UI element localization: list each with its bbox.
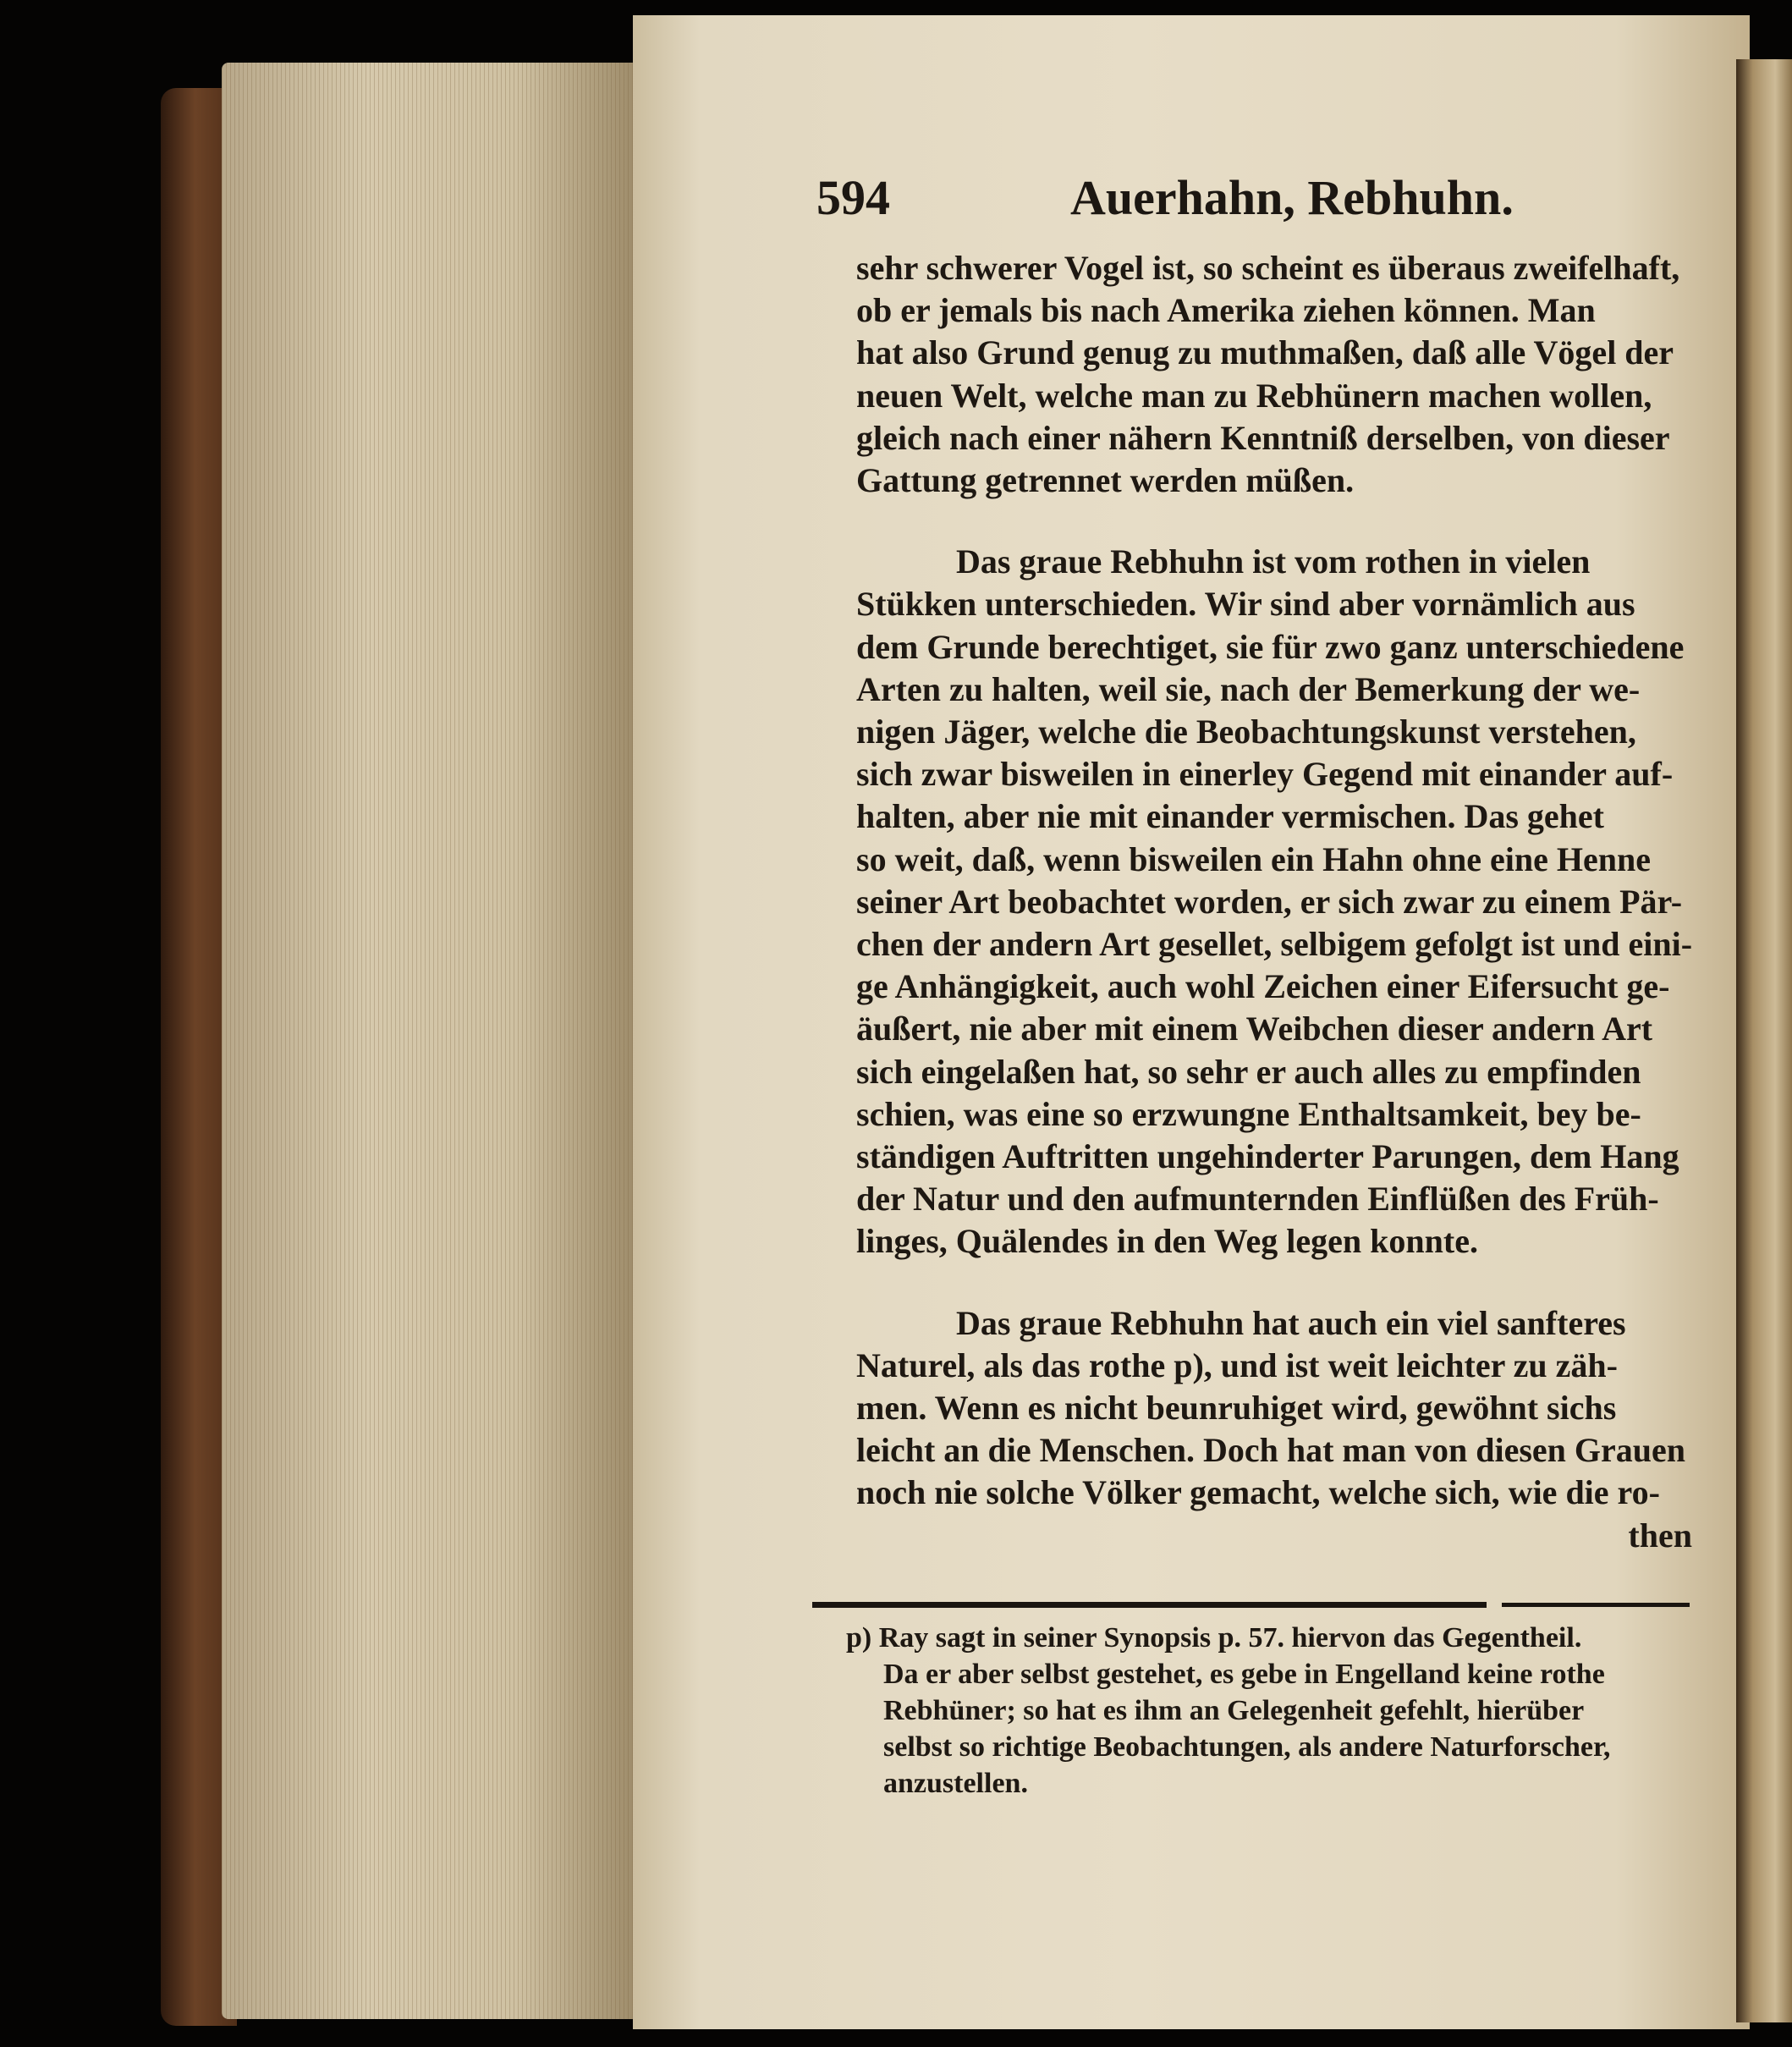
text-line: seiner Art beobachtet worden, er sich zwar zu einem Pär- xyxy=(856,882,1683,921)
page-number: 594 xyxy=(816,170,890,225)
page-stack-edges xyxy=(222,63,641,2019)
paragraph-3 xyxy=(856,1302,1692,1557)
text-line: der Natur und den aufmunternden Einflüßen des Früh- xyxy=(856,1180,1659,1219)
text-line: ge Anhängigkeit, auch wohl Zeichen einer Eifersucht ge- xyxy=(856,967,1670,1006)
paragraph-2 xyxy=(856,541,1692,1263)
text-line: sehr schwerer Vogel ist, so scheint es überaus zweifelhaft, xyxy=(856,249,1680,287)
text-line: so weit, daß, wenn bisweilen ein Hahn ohne eine Henne xyxy=(856,839,1652,878)
text-line: nigen Jäger, welche die Beobachtungskunst verstehen, xyxy=(856,713,1636,751)
facing-page-edge xyxy=(1736,59,1792,2022)
footnote-line: selbst so richtige Beobachtungen, als andere Naturforscher, xyxy=(883,1731,1611,1763)
running-title: Auerhahn, Rebhuhn. xyxy=(1070,170,1514,225)
footnote-line: anzustellen. xyxy=(883,1768,1028,1799)
text-line: dem Grunde berechtiget, sie für zwo ganz unterschiedene xyxy=(856,627,1685,666)
text-line: noch nie solche Völker gemacht, welche sich, wie die ro- xyxy=(856,1473,1660,1512)
footnote-line: p) Ray sagt in seiner Synopsis p. 57. hiervon das Gegentheil. xyxy=(846,1622,1582,1654)
text-line: Gattung getrennet werden müßen. xyxy=(856,461,1355,500)
text-line: Stükken unterschieden. Wir sind aber vornämlich aus xyxy=(856,585,1635,624)
text-line: Das graue Rebhuhn ist vom rothen in vielen xyxy=(956,542,1591,581)
text-line: ob er jemals bis nach Amerika ziehen können. Man xyxy=(856,291,1596,330)
text-line: äußert, nie aber mit einem Weibchen dieser andern Art xyxy=(856,1010,1653,1048)
text-line: chen der andern Art gesellet, selbigem gefolgt ist und eini- xyxy=(856,925,1692,964)
page-header xyxy=(816,162,1688,239)
footnote-rule xyxy=(812,1602,1487,1608)
paragraph-gap xyxy=(856,502,1692,541)
text-line: halten, aber nie mit einander vermischen. Das gehet xyxy=(856,797,1605,836)
text-line: sich zwar bisweilen in einerley Gegend mit einander auf- xyxy=(856,755,1674,794)
text-line: schien, was eine so erzwungne Enthaltsamkeit, bey be- xyxy=(856,1094,1641,1133)
text-line: Naturel, als das rothe p), und ist weit leichter zu zäh- xyxy=(856,1345,1618,1384)
paragraph-gap xyxy=(856,1263,1692,1302)
text-line: men. Wenn es nicht beunruhiget wird, gewöhnt sichs xyxy=(856,1389,1617,1428)
text-line: Arten zu halten, weil sie, nach der Bemerkung der we- xyxy=(856,669,1641,708)
text-line: sich eingelaßen hat, so sehr er auch alles zu empfinden xyxy=(856,1052,1641,1091)
text-line: linges, Quälendes in den Weg legen konnte. xyxy=(856,1222,1478,1261)
text-line: gleich nach einer nähern Kenntniß derselben, von dieser xyxy=(856,418,1670,457)
footnote-rule-short xyxy=(1502,1603,1690,1607)
footnote-line: Da er aber selbst gestehet, es gebe in Engelland keine rothe xyxy=(883,1659,1605,1690)
paragraph-1 xyxy=(856,247,1692,502)
body-text xyxy=(856,247,1692,1557)
text-line: ständigen Auftritten ungehinderter Parungen, dem Hang xyxy=(856,1137,1679,1176)
text-line: leicht an die Menschen. Doch hat man von diesen Grauen xyxy=(856,1431,1686,1470)
catchword: then xyxy=(1628,1516,1692,1555)
footnote-line: Rebhüner; so hat es ihm an Gelegenheit gefehlt, hierüber xyxy=(883,1695,1585,1726)
text-line: hat also Grund genug zu muthmaßen, daß alle Vögel der xyxy=(856,333,1674,372)
text-line: neuen Welt, welche man zu Rebhünern machen wollen, xyxy=(856,376,1652,415)
text-line: Das graue Rebhuhn hat auch ein viel sanfteres xyxy=(956,1303,1626,1342)
footnote xyxy=(846,1620,1692,1802)
